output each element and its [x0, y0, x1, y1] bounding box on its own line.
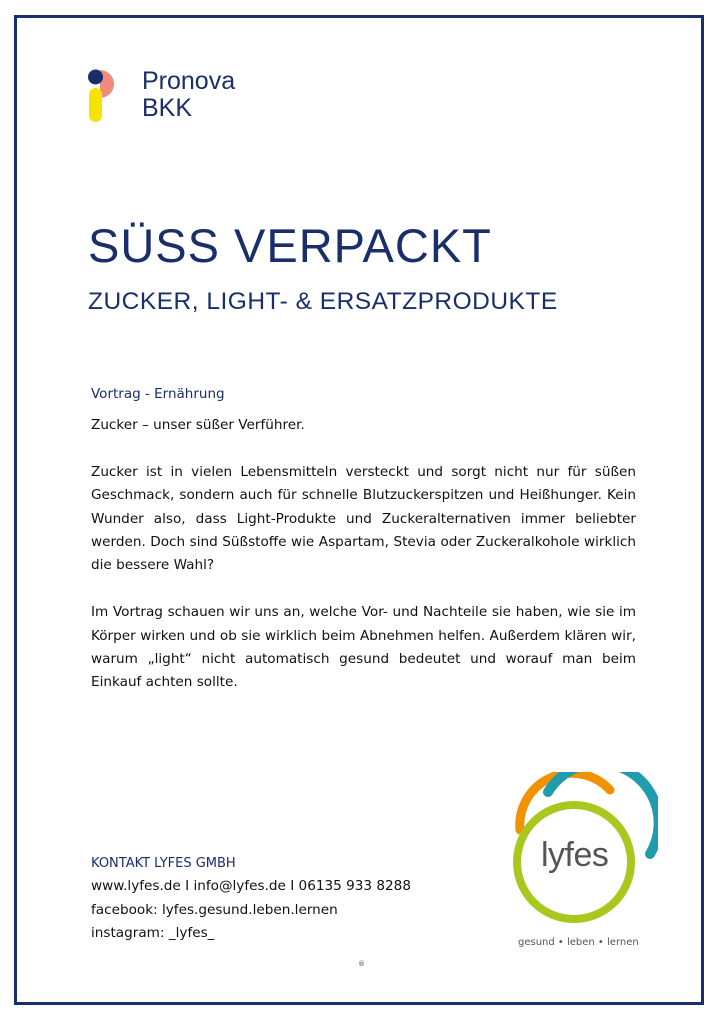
contact-web-email-phone: www.lyfes.de I info@lyfes.de I 06135 933 8288	[91, 878, 411, 895]
contact-facebook: facebook: lyfes.gesund.leben.lernen	[91, 901, 338, 918]
logo-line-1: Pronova	[142, 67, 236, 95]
paragraph-3: Im Vortrag schauen wir uns an, welche Vor- und Nachteile sie haben, wie sie im Körper wirken und ob sie wirklich beim Abnehmen helfen. Außerdem klären wir, warum „light“ nicht automatisch gesund bedeutet und worauf man beim Einkauf achten sollte.	[91, 604, 636, 691]
body-text	[91, 414, 636, 718]
pronova-logo-text	[142, 68, 235, 122]
page-title: SÜSS VERPACKT	[88, 219, 492, 272]
pronova-logo-mark-icon	[86, 64, 130, 124]
contact-instagram: instagram: _lyfes_	[91, 925, 215, 942]
logo-line-2: BKK	[142, 94, 193, 122]
lyfes-wordmark: lyfes	[541, 836, 609, 874]
category-label: Vortrag - Ernährung	[91, 386, 225, 402]
lyfes-logo	[508, 772, 658, 952]
contact-heading: KONTAKT LYFES GMBH	[91, 856, 236, 871]
registered-mark: ®	[358, 960, 365, 968]
contact-block	[91, 852, 411, 946]
lyfes-tagline: gesund • leben • lernen	[518, 937, 639, 948]
paragraph-2: Zucker ist in vielen Lebensmitteln versteckt und sorgt nicht nur für süßen Geschmack, sondern auch für schnelle Blutzuckerspitzen und Heißhunger. Kein Wunder also, dass Light-Produkte und Zuckeralternativen immer beliebter werden. Doch sind Süßstoffe wie Aspartam, Stevia oder Zuckeralkohole wirklich die bessere Wahl?	[91, 463, 636, 574]
page-subtitle: ZUCKER, LIGHT- & ERSATZPRODUKTE	[88, 288, 558, 315]
intro-paragraph: Zucker – unser süßer Verführer.	[91, 417, 305, 433]
